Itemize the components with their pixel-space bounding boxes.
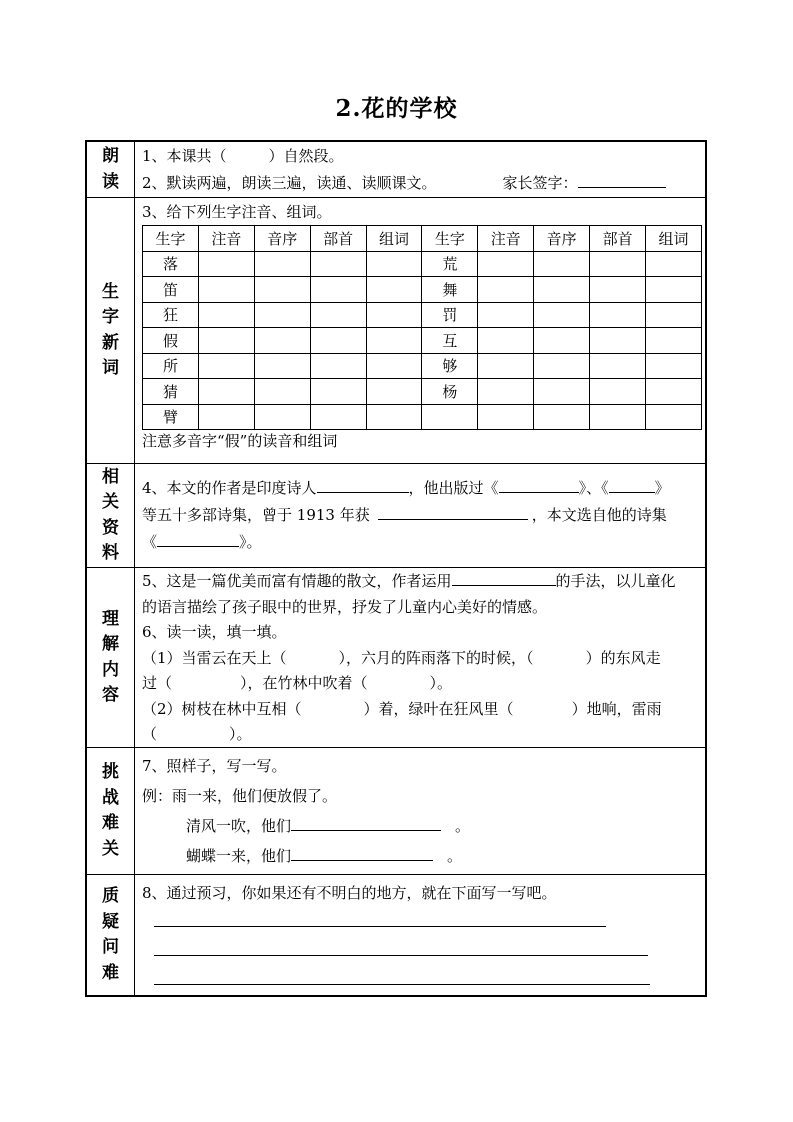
text-line (142, 811, 699, 841)
fill-in-blank (499, 478, 579, 493)
char-table-row (143, 404, 702, 430)
char-table-cell (590, 251, 646, 277)
text-segment: 《 (142, 533, 158, 551)
char-table-header-row (143, 226, 702, 252)
text-segment: 》 (654, 479, 670, 497)
char-table-cell (198, 277, 254, 303)
text-segment: ），六月的阵雨落下的时候，（ (338, 648, 534, 667)
char-table-cell (534, 302, 590, 328)
fill-in-blank (609, 478, 655, 493)
char-table-cell: 杨 (422, 379, 478, 405)
section-comprehension (87, 568, 705, 748)
char-table-cell (590, 302, 646, 328)
section-related-info (87, 464, 705, 568)
text-segment: 8、通过预习，你如果还有不明白的地方，就在下面写一写吧。 (142, 884, 557, 902)
spacer (142, 830, 186, 831)
text-segment: 5、这是一篇优美而富有情趣的散文，作者运用 (142, 572, 452, 590)
char-table-row (143, 277, 702, 303)
text-segment: ，本文选自他的诗集 (531, 506, 667, 524)
text-line (142, 529, 699, 556)
char-table-cell (366, 277, 422, 303)
char-table-cell (366, 251, 422, 277)
text-segment: 蝴蝶一来，他们 (186, 847, 292, 865)
char-table-cell (366, 404, 422, 430)
text-line (142, 878, 699, 908)
char-table-cell (254, 302, 310, 328)
fill-in-blank (578, 173, 666, 188)
char-table-cell: 所 (143, 353, 199, 379)
fill-in-blank (291, 846, 433, 861)
char-table-cell (478, 328, 534, 354)
section-content-challenge (135, 748, 705, 874)
char-table-cell (478, 353, 534, 379)
text-line (142, 722, 699, 747)
fill-in-blank (154, 912, 606, 927)
text-line (142, 841, 699, 871)
section-content-related-info (135, 464, 705, 567)
char-table-cell (198, 404, 254, 430)
fill-in-blank (157, 532, 239, 547)
section-questions (87, 875, 705, 995)
char-table-header-cell: 组词 (366, 226, 422, 252)
text-line (142, 697, 699, 723)
text-segment: 》。 (239, 533, 262, 551)
char-table-row (143, 251, 702, 277)
text-segment: 1、本课共（ (142, 147, 227, 165)
char-table-cell (590, 328, 646, 354)
char-table-cell (366, 379, 422, 405)
char-table-cell (534, 353, 590, 379)
char-table-cell (254, 277, 310, 303)
char-table-cell (478, 379, 534, 405)
char-table-header-cell: 音序 (254, 226, 310, 252)
char-table-cell (366, 302, 422, 328)
spacer (142, 955, 154, 956)
text-segment: 等五十多部诗集，曾于 1913 年获 (142, 506, 370, 524)
text-segment: （1）当雷云在天上（ (142, 648, 287, 667)
text-segment: 的语言描绘了孩子眼中的世界，抒发了儿童内心美好的情感。 (142, 597, 548, 616)
text-line (142, 671, 699, 697)
text-line (142, 475, 699, 502)
char-table-cell: 狂 (143, 302, 199, 328)
char-table-cell: 荒 (422, 251, 478, 277)
text-segment: ），在竹林中吹着（ (240, 674, 368, 692)
text-segment: 家长签字： (502, 174, 578, 192)
char-table-cell: 罚 (422, 302, 478, 328)
text-segment: 7、照样子，写一写。 (142, 757, 287, 775)
text-line (142, 620, 699, 646)
fill-in-blank (378, 505, 528, 520)
char-table-header-cell: 注音 (198, 226, 254, 252)
char-table-cell (478, 404, 534, 430)
char-table-cell (310, 251, 366, 277)
section-label-challenge: 挑战难关 (87, 748, 135, 874)
text-line (142, 908, 699, 937)
text-line (142, 937, 699, 966)
char-table-cell (310, 328, 366, 354)
spacer (287, 662, 339, 663)
section-content-new-words (135, 198, 705, 463)
char-table-cell: 舞 (422, 277, 478, 303)
char-table-cell (198, 379, 254, 405)
char-table-cell (310, 302, 366, 328)
section-label-comprehension: 理解内容 (87, 568, 135, 747)
spacer (157, 738, 229, 739)
char-table-cell (646, 353, 702, 379)
text-segment: 2、默读两遍，朗读三遍，读通、读顺课文。 (142, 174, 437, 192)
char-table-cell (254, 404, 310, 430)
text-segment: （ (142, 725, 158, 743)
text-line (142, 751, 699, 781)
char-table-row (143, 302, 702, 328)
char-table-cell (198, 251, 254, 277)
char-table-cell (310, 277, 366, 303)
character-table (142, 225, 702, 430)
char-table-row (143, 328, 702, 354)
char-table-cell: 笛 (143, 277, 199, 303)
spacer (433, 860, 447, 861)
spacer (368, 687, 430, 688)
text-line (142, 502, 699, 529)
char-table-cell (310, 404, 366, 430)
char-table-header-cell: 音序 (534, 226, 590, 252)
text-segment: （2）树枝在林中互相（ (142, 699, 302, 718)
spacer (534, 662, 586, 663)
char-table-cell: 臂 (143, 404, 199, 430)
section-content-questions (135, 875, 705, 995)
char-table-cell (478, 277, 534, 303)
text-line (142, 646, 699, 672)
section-label-reading: 朗读 (87, 142, 135, 197)
text-segment: ）。 (229, 725, 252, 743)
new-words-prompt: 3、给下列生字注音、组词。 (142, 203, 332, 221)
text-line (142, 966, 699, 995)
char-table-cell (590, 379, 646, 405)
char-table-cell (198, 302, 254, 328)
section-challenge (87, 748, 705, 875)
char-table-header-cell: 部首 (310, 226, 366, 252)
text-line (142, 143, 699, 170)
char-table-header-cell: 生字 (143, 226, 199, 252)
char-table-cell (534, 404, 590, 430)
char-table-cell (646, 328, 702, 354)
char-table-cell (646, 379, 702, 405)
char-table-cell (590, 353, 646, 379)
text-line (142, 781, 699, 811)
char-table-cell (590, 277, 646, 303)
text-segment: 4、本文的作者是印度诗人 (142, 479, 317, 497)
text-segment: 6、读一读，填一填。 (142, 623, 287, 641)
polyphone-note: 注意多音字“假”的读音和组词 (142, 432, 338, 450)
char-table-cell (646, 277, 702, 303)
char-table-cell: 够 (422, 353, 478, 379)
text-segment: 的手法，以儿童化 (555, 572, 676, 590)
char-table-cell: 猜 (143, 379, 199, 405)
section-new-words (87, 198, 705, 464)
section-content-comprehension (135, 568, 705, 747)
section-reading (87, 142, 705, 198)
page-title: 2.花的学校 (335, 95, 458, 122)
fill-in-blank (317, 478, 409, 493)
section-label-related-info: 相关资料 (87, 464, 135, 567)
text-segment: 。 (447, 847, 463, 865)
spacer (441, 830, 455, 831)
char-table-cell: 互 (422, 328, 478, 354)
char-table-header-cell: 生字 (422, 226, 478, 252)
char-table-cell (646, 302, 702, 328)
spacer (142, 984, 154, 985)
char-table-row (143, 379, 702, 405)
spacer (370, 519, 378, 520)
text-segment: 过（ (142, 674, 173, 692)
spacer (514, 713, 572, 714)
fill-in-blank (452, 571, 556, 586)
char-table-cell (534, 379, 590, 405)
char-table-header-cell: 组词 (646, 226, 702, 252)
text-segment: ）的东风走 (585, 648, 661, 667)
char-table-cell (254, 251, 310, 277)
char-table-cell (478, 302, 534, 328)
spacer (172, 687, 240, 688)
char-table-header-cell: 注音 (478, 226, 534, 252)
char-table-cell (366, 353, 422, 379)
char-table-cell (310, 353, 366, 379)
char-table-cell (534, 277, 590, 303)
text-segment: 》、《 (578, 479, 609, 497)
text-segment: ）地响，雷雨 (571, 699, 662, 718)
text-line (142, 170, 699, 197)
char-table-cell (534, 251, 590, 277)
section-content-reading (135, 142, 705, 197)
spacer (142, 926, 154, 927)
char-table-cell (198, 353, 254, 379)
worksheet-table (85, 140, 707, 997)
char-table-cell (366, 328, 422, 354)
text-segment: 例：雨一来，他们便放假了。 (142, 787, 338, 805)
char-table-cell (646, 251, 702, 277)
spacer (302, 713, 364, 714)
text-segment: ）着，绿叶在狂风里（ (363, 699, 514, 718)
char-table-cell (422, 404, 478, 430)
text-segment: ，他出版过《 (408, 479, 499, 497)
text-segment: 。 (455, 817, 471, 835)
text-line (142, 595, 699, 621)
char-table-cell (254, 353, 310, 379)
char-table-cell (590, 404, 646, 430)
char-table-cell (646, 404, 702, 430)
section-label-questions: 质疑问难 (87, 875, 135, 995)
char-table-header-cell: 部首 (590, 226, 646, 252)
char-table-cell (310, 379, 366, 405)
fill-in-blank (154, 941, 648, 956)
text-line (142, 569, 699, 595)
char-table-cell (478, 251, 534, 277)
section-label-new-words: 生字新词 (87, 198, 135, 463)
fill-in-blank (291, 816, 441, 831)
char-table-row (143, 353, 702, 379)
fill-in-blank (154, 970, 650, 985)
text-segment: ）。 (429, 674, 453, 692)
text-segment: ）自然段。 (268, 147, 344, 165)
spacer (437, 187, 503, 188)
char-table-cell (198, 328, 254, 354)
text-segment: 清风一吹，他们 (186, 817, 292, 835)
char-table-cell (254, 379, 310, 405)
char-table-cell: 假 (143, 328, 199, 354)
spacer (142, 860, 186, 861)
char-table-cell (534, 328, 590, 354)
spacer (227, 160, 269, 161)
char-table-cell (254, 328, 310, 354)
char-table-cell: 落 (143, 251, 199, 277)
